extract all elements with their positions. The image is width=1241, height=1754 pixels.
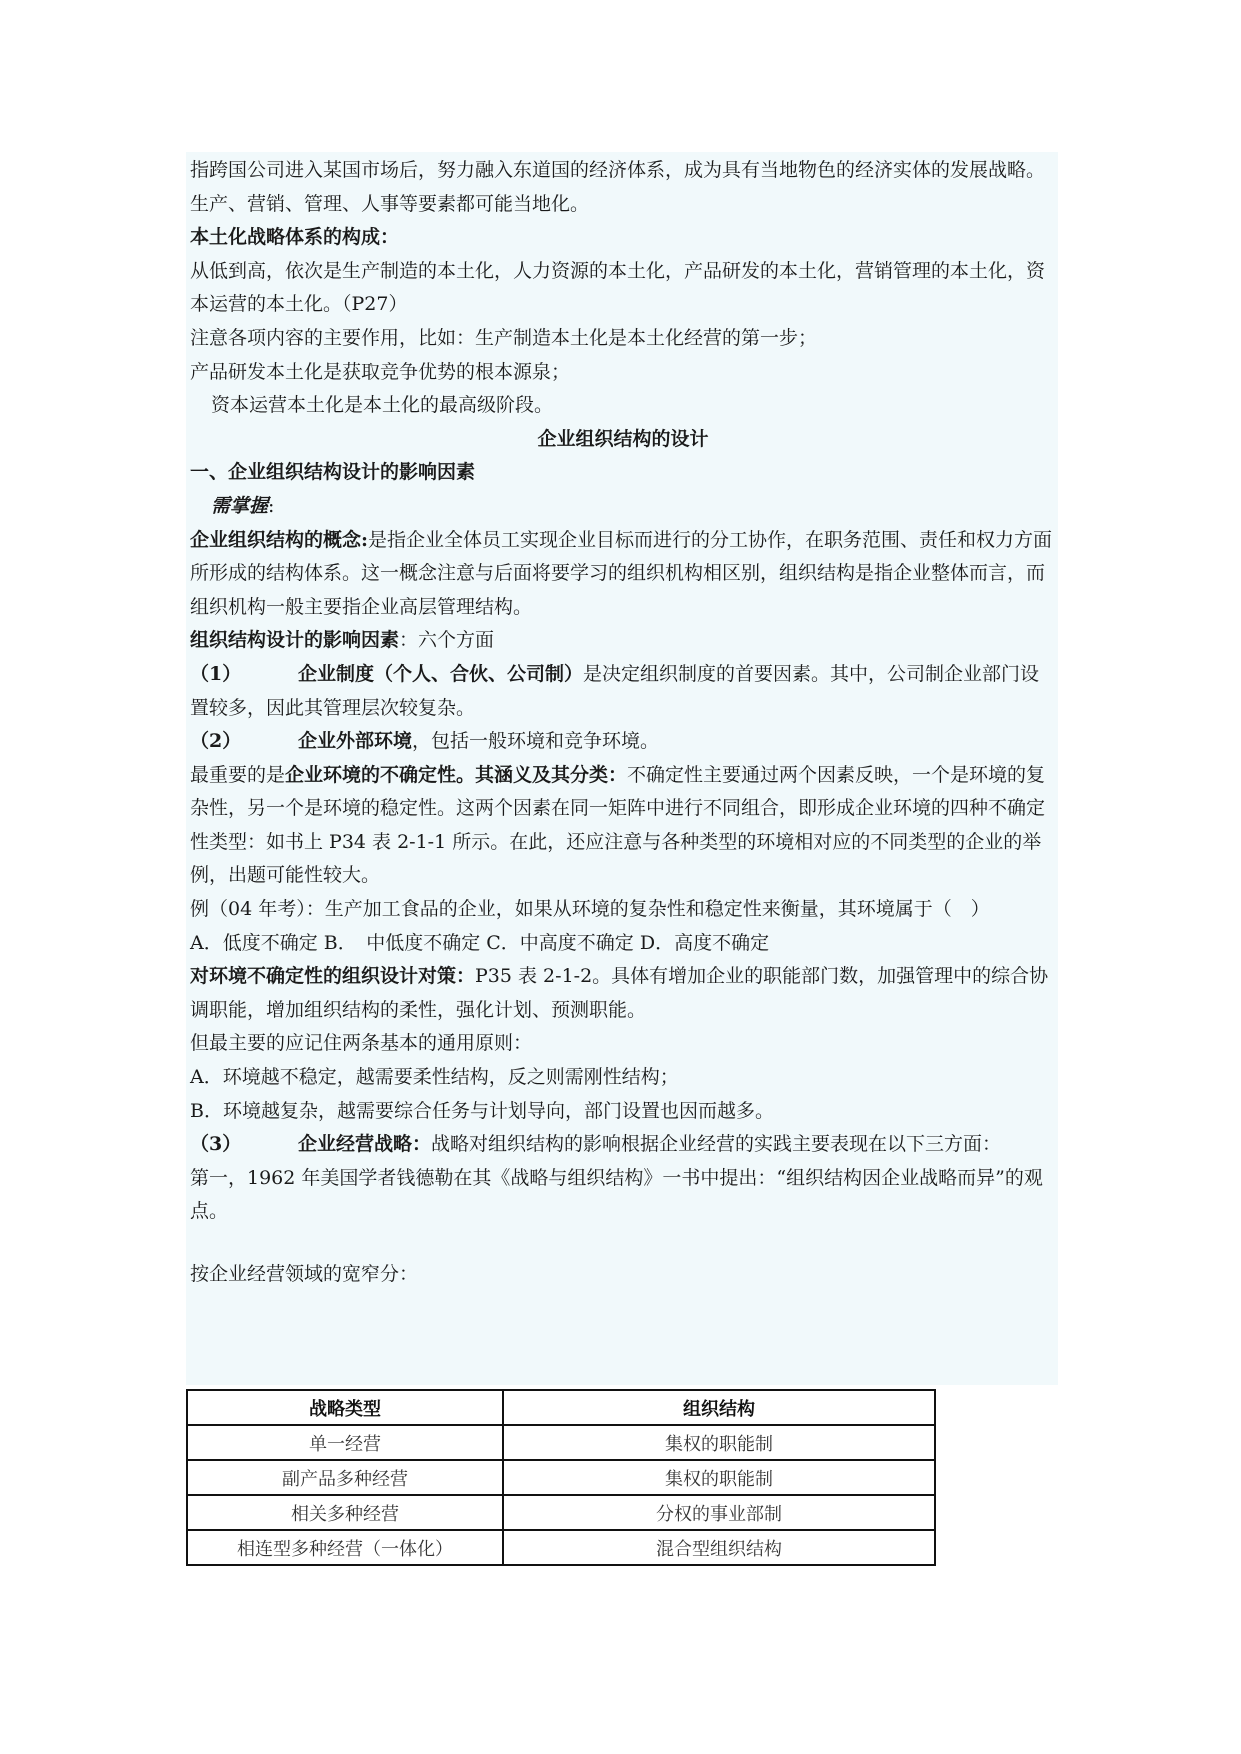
uncertainty-label: 企业环境的不确定性。其涵义及其分类： — [285, 763, 628, 786]
header-strategy-type: 战略类型 — [187, 1390, 503, 1425]
factor-2-number: （2） — [190, 730, 242, 753]
factors-line — [190, 624, 1056, 658]
cell-strategy: 相关多种经营 — [187, 1495, 503, 1530]
cell-structure: 混合型组织结构 — [503, 1530, 935, 1565]
countermeasure-label: 对环境不确定性的组织设计对策： — [190, 965, 476, 988]
concept-label: 企业组织结构的概念: — [190, 528, 369, 551]
chandler-paragraph: 第一，1962 年美国学者钱德勒在其《战略与组织结构》一书中提出：“组织结构因企业战略而异”的观点。 — [190, 1166, 1043, 1223]
definition-paragraph: 指跨国公司进入某国市场后，努力融入东道国的经济体系，成为具有当地物色的经济实体的发展战略。生产、营销、管理、人事等要素都可能当地化。 — [190, 159, 1046, 215]
example-options: A．低度不确定 B． 中低度不确定 C．中高度不确定 D．高度不确定 — [190, 931, 770, 954]
factors-label: 组织结构设计的影响因素 — [190, 629, 400, 652]
factor-1-number: （1） — [190, 662, 242, 685]
table-row — [187, 1425, 935, 1460]
principle-b: B．环境越复杂，越需要综合任务与计划导向，部门设置也因而越多。 — [190, 1099, 774, 1122]
uncertainty-text: 不确定性主要通过两个因素反映，一个是环境的复杂性，另一个是环境的稳定性。这两个因素在同一矩阵中进行不同组合，即形成企业环境的四种不确定性类型：如书上 P34 表 2-1-1 所示。在此，还应注意与各种类型的环境相对应的不同类型的企业的举例，出题可能性较大。 — [190, 763, 1046, 887]
factor-3-label: 企业经营战略： — [298, 1133, 432, 1156]
header-org-structure: 组织结构 — [503, 1390, 935, 1425]
uncertainty-paragraph — [190, 759, 1056, 893]
must-master-colon: : — [268, 494, 275, 517]
document-body — [190, 154, 1056, 1292]
factor-3 — [190, 1128, 1056, 1162]
localization-levels: 从低到高，依次是生产制造的本土化，人力资源的本土化，产品研发的本土化，营销管理的本土化，资本运营的本土化。（P27） — [190, 259, 1046, 316]
principle-a: A．环境越不稳定，越需要柔性结构，反之则需刚性结构； — [190, 1066, 679, 1089]
cell-strategy: 单一经营 — [187, 1425, 503, 1460]
concept-text: 是指企业全体员工实现企业目标而进行的分工协作，在职务范围、责任和权力方面所形成的结构体系。这一概念注意与后面将要学习的组织机构相区别，组织结构是指企业整体而言，而组织机构一般主要指企业高层管理结构。 — [190, 528, 1053, 618]
countermeasure-text: P35 表 2-1-2。具体有增加企业的职能部门数，加强管理中的综合协调职能，增加组织结构的柔性，强化计划、预测职能。 — [190, 965, 1049, 1021]
strategy-structure-table — [186, 1389, 936, 1566]
table-row — [187, 1495, 935, 1530]
domain-width-line: 按企业经营领域的宽窄分： — [190, 1263, 419, 1285]
example-question: 例（04 年考）：生产加工食品的企业，如果从环境的复杂性和稳定性来衡量，其环境属于（ ） — [190, 898, 990, 921]
rd-paragraph: 产品研发本土化是获取竞争优势的根本源泉； — [190, 360, 571, 383]
must-master-label: 需掌握 — [211, 494, 269, 517]
factor-1-label: 企业制度（个人、合伙、公司制） — [298, 662, 584, 685]
subsection-heading: 一、企业组织结构设计的影响因素 — [190, 461, 476, 484]
cell-structure: 分权的事业部制 — [503, 1495, 935, 1530]
factor-2-text: ，包括一般环境和竞争环境。 — [412, 730, 660, 753]
factor-3-number: （3） — [190, 1133, 242, 1156]
factor-1 — [190, 658, 1056, 725]
section-title: 企业组织结构的设计 — [537, 427, 709, 450]
cell-structure: 集权的职能制 — [503, 1460, 935, 1495]
localization-heading: 本土化战略体系的构成： — [190, 226, 400, 249]
table-header-row — [187, 1390, 935, 1425]
cell-strategy: 副产品多种经营 — [187, 1460, 503, 1495]
note-paragraph: 注意各项内容的主要作用，比如：生产制造本土化是本土化经营的第一步； — [190, 326, 818, 349]
capital-paragraph: 资本运营本土化是本土化的最高级阶段。 — [211, 394, 554, 417]
countermeasure-paragraph — [190, 960, 1056, 1027]
factor-2-label: 企业外部环境 — [298, 730, 413, 753]
factor-2 — [190, 725, 1056, 759]
cell-structure: 集权的职能制 — [503, 1425, 935, 1460]
uncertainty-pre: 最重要的是 — [190, 763, 286, 786]
table-row — [187, 1460, 935, 1495]
cell-strategy: 相连型多种经营（一体化） — [187, 1530, 503, 1565]
table-row — [187, 1530, 935, 1565]
concept-paragraph — [190, 524, 1056, 625]
factor-3-text: 战略对组织结构的影响根据企业经营的实践主要表现在以下三方面： — [431, 1133, 1002, 1156]
spacer — [190, 1229, 1056, 1258]
factors-text: ：六个方面 — [399, 629, 495, 652]
factor-1-text: 是决定组织制度的首要因素。其中，公司制企业部门设置较多，因此其管理层次较复杂。 — [190, 662, 1040, 719]
principle-intro: 但最主要的应记住两条基本的通用原则： — [190, 1032, 533, 1055]
must-master-line — [190, 490, 1056, 524]
